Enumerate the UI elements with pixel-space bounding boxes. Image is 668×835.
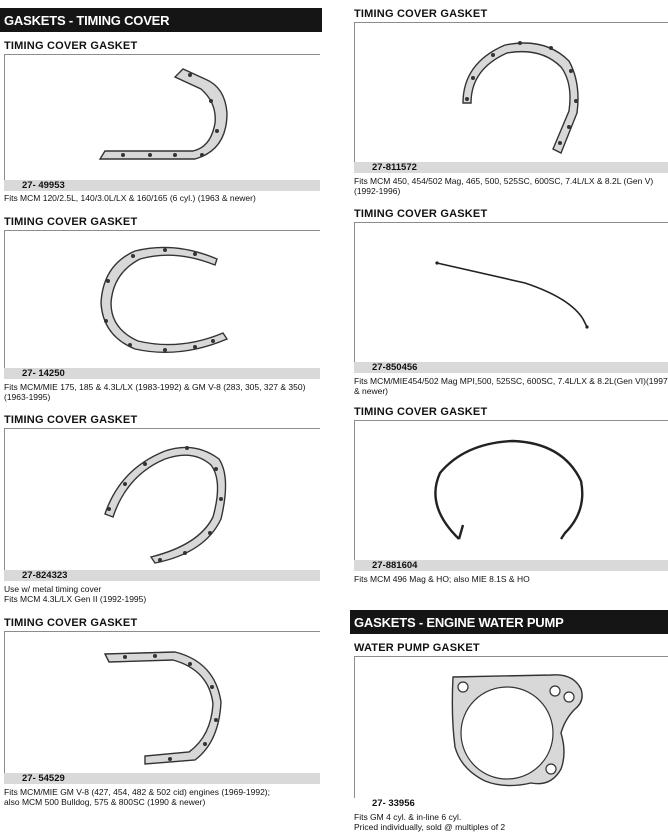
gasket-drawing <box>355 223 668 363</box>
gasket-image <box>354 22 668 162</box>
gasket-drawing <box>5 231 321 369</box>
gasket-image <box>4 428 320 570</box>
card-title: WATER PUMP GASKET <box>354 642 480 654</box>
description-line: Use w/ metal timing cover <box>4 584 102 594</box>
description-line: Fits MCM 496 Mag & HO; also MIE 8.1S & HO <box>354 574 530 584</box>
card-title: TIMING COVER GASKET <box>354 406 488 418</box>
part-number: 27- 14250 <box>22 368 65 379</box>
description-line: & newer) <box>354 386 389 396</box>
gasket-drawing <box>5 55 321 181</box>
description-line: (1992-1996) <box>354 186 401 196</box>
part-number: 27- 33956 <box>372 798 415 809</box>
part-number-bar <box>4 773 320 784</box>
gasket-image <box>4 631 320 773</box>
card-description <box>354 812 668 832</box>
card-description <box>4 787 324 807</box>
section-header-timing-cover <box>0 8 322 32</box>
description-line: Fits GM 4 cyl. & in-line 6 cyl. <box>354 812 462 822</box>
gasket-image <box>354 222 668 362</box>
gasket-image <box>4 230 320 368</box>
gasket-drawing <box>5 429 321 571</box>
part-number: 27-811572 <box>372 162 417 173</box>
part-number: 27-824323 <box>22 570 68 581</box>
gasket-drawing <box>355 23 668 163</box>
card-title: TIMING COVER GASKET <box>354 208 488 220</box>
part-number: 27-850456 <box>372 362 418 373</box>
gasket-drawing <box>5 632 321 774</box>
gasket-image <box>354 656 668 798</box>
card-title: TIMING COVER GASKET <box>4 40 138 52</box>
card-title: TIMING COVER GASKET <box>354 8 488 20</box>
card-description <box>354 574 668 584</box>
part-number: 27-881604 <box>372 560 418 571</box>
card-title: TIMING COVER GASKET <box>4 617 138 629</box>
part-number-bar <box>4 570 320 581</box>
card-title: TIMING COVER GASKET <box>4 414 138 426</box>
card-description <box>4 193 324 203</box>
description-line: Priced individually, sold @ multiples of 2 <box>354 822 506 832</box>
section-title: GASKETS - ENGINE WATER PUMP <box>354 614 564 630</box>
gasket-drawing <box>355 421 668 561</box>
gasket-drawing <box>355 657 668 799</box>
description-line: Fits MCM 120/2.5L, 140/3.0L/LX & 160/165 (6 cyl.) (1963 & newer) <box>4 193 256 203</box>
part-number-bar <box>354 362 668 373</box>
description-line: Fits MCM 4.3L/LX Gen II (1992-1995) <box>4 594 147 604</box>
section-header-engine-water-pump <box>350 610 668 634</box>
gasket-image <box>4 54 320 180</box>
section-title: GASKETS - TIMING COVER <box>4 12 170 28</box>
part-number-bar <box>354 162 668 173</box>
part-number-bar <box>354 798 668 809</box>
part-number-bar <box>4 180 320 191</box>
card-description <box>354 376 668 396</box>
description-line: Fits MCM/MIE GM V-8 (427, 454, 482 & 502 cid) engines (1969-1992); <box>4 787 270 797</box>
description-line: (1963-1995) <box>4 392 51 402</box>
card-title: TIMING COVER GASKET <box>4 216 138 228</box>
description-line: Fits MCM 450, 454/502 Mag, 465, 500, 525SC, 600SC, 7.4L/LX & 8.2L (Gen V) <box>354 176 654 186</box>
part-number: 27- 49953 <box>22 180 65 191</box>
card-description <box>354 176 668 196</box>
part-number-bar <box>354 560 668 571</box>
description-line: Fits MCM/MIE454/502 Mag MPI,500, 525SC, 600SC, 7.4L/LX & 8.2L(Gen VI)(1997 <box>354 376 668 386</box>
part-number: 27- 54529 <box>22 773 65 784</box>
card-description <box>4 584 324 604</box>
description-line: also MCM 500 Bulldog, 575 & 800SC (1990 & newer) <box>4 797 206 807</box>
description-line: Fits MCM/MIE 175, 185 & 4.3L/LX (1983-1992) & GM V-8 (283, 305, 327 & 350) <box>4 382 306 392</box>
card-description <box>4 382 324 402</box>
part-number-bar <box>4 368 320 379</box>
gasket-image <box>354 420 668 560</box>
